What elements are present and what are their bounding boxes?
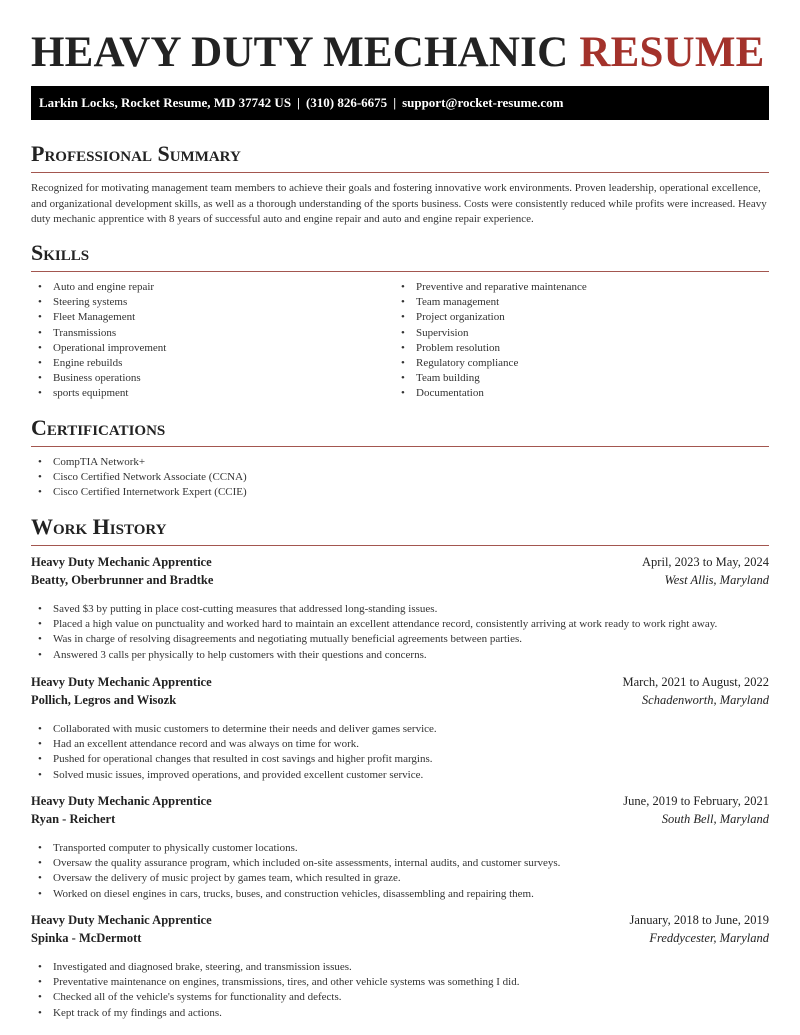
- skill-item: • Documentation: [394, 386, 587, 401]
- skill-item: • Preventive and reparative maintenance: [394, 280, 587, 295]
- job-title: Heavy Duty Mechanic Apprentice: [31, 913, 212, 927]
- job-bullet: • Preventative maintenance on engines, transmissions, tires, and other vehicle systems was something I did.: [31, 975, 769, 990]
- job-entry: [31, 555, 769, 663]
- job-bullet: • Had an excellent attendance record and was always on time for work.: [31, 737, 769, 752]
- job-location: Freddycester, Maryland: [649, 931, 769, 945]
- skill-item: • Problem resolution: [394, 341, 587, 356]
- title-main: HEAVY DUTY MECHANIC: [31, 29, 569, 76]
- skill-item: • Team management: [394, 295, 587, 310]
- contact-email: support@rocket-resume.com: [402, 95, 564, 110]
- certification-item: • Cisco Certified Network Associate (CCNA): [31, 470, 247, 485]
- job-company: Ryan - Reichert: [31, 812, 116, 826]
- job-bullets: [31, 960, 769, 1021]
- skill-item: • Operational improvement: [31, 341, 166, 356]
- job-bullet: • Checked all of the vehicle's systems for functionality and defects.: [31, 990, 769, 1005]
- job-bullet: • Investigated and diagnosed brake, steering, and transmission issues.: [31, 960, 769, 975]
- job-bullet: • Collaborated with music customers to determine their needs and deliver games service.: [31, 722, 769, 737]
- work-history-heading: Work History: [31, 515, 769, 546]
- job-bullets: [31, 841, 769, 902]
- job-bullets: [31, 722, 769, 783]
- job-bullet: • Oversaw the delivery of music project by games team, which resulted in graze.: [31, 871, 769, 886]
- job-bullet: • Oversaw the quality assurance program, which included on-site assessments, internal audits, and customer surveys.: [31, 856, 769, 871]
- job-location: West Allis, Maryland: [664, 573, 769, 587]
- job-location: Schadenworth, Maryland: [641, 693, 769, 707]
- job-dates: March, 2021 to August, 2022: [622, 675, 769, 689]
- skills-list-left: [31, 280, 166, 402]
- skill-item: • Fleet Management: [31, 310, 166, 325]
- skill-item: • sports equipment: [31, 386, 166, 401]
- contact-bar: [31, 86, 769, 120]
- skill-item: • Project organization: [394, 310, 587, 325]
- skill-item: • Steering systems: [31, 295, 166, 310]
- summary-text: Recognized for motivating management team members to achieve their goals and fostering innovative work environments. Proven leadership, operational excellence, and organizational development skills, as well as a thorough understanding of the sports business. Costs were consistently reduced while profits were increased. Heavy duty mechanic apprentice with 8 years of successful auto and engine repair and auto and engine repair experience.: [31, 182, 767, 225]
- job-bullet: • Worked on diesel engines in cars, trucks, buses, and construction vehicles, disassembling and repairing them.: [31, 887, 769, 902]
- job-bullet: • Answered 3 calls per physically to help customers with their questions and concerns.: [31, 648, 769, 663]
- skill-item: • Engine rebuilds: [31, 356, 166, 371]
- skills-heading: Skills: [31, 241, 769, 272]
- job-dates: June, 2019 to February, 2021: [623, 794, 769, 808]
- job-entry: [31, 913, 769, 1021]
- contact-separator: |: [393, 95, 397, 110]
- job-entry: [31, 794, 769, 902]
- job-title: Heavy Duty Mechanic Apprentice: [31, 555, 212, 569]
- job-location: South Bell, Maryland: [661, 812, 769, 826]
- skills-list-right: [394, 280, 587, 402]
- certification-item: • CompTIA Network+: [31, 455, 247, 470]
- job-bullet: • Saved $3 by putting in place cost-cutting measures that addressed long-standing issues.: [31, 602, 769, 617]
- job-company: Beatty, Oberbrunner and Bradtke: [31, 573, 214, 587]
- skill-item: • Regulatory compliance: [394, 356, 587, 371]
- skill-item: • Business operations: [31, 371, 166, 386]
- job-company: Pollich, Legros and Wisozk: [31, 693, 177, 707]
- contact-phone: (310) 826-6675: [305, 95, 388, 110]
- job-dates: January, 2018 to June, 2019: [629, 913, 769, 927]
- job-company: Spinka - McDermott: [31, 931, 142, 945]
- skill-item: • Auto and engine repair: [31, 280, 166, 295]
- contact-separator: |: [297, 95, 300, 110]
- certifications-heading: Certifications: [31, 416, 769, 447]
- resume-title: [31, 28, 764, 77]
- summary-heading: Professional Summary: [31, 142, 769, 173]
- job-bullet: • Solved music issues, improved operations, and provided excellent customer service.: [31, 768, 769, 783]
- job-bullet: • Placed a high value on punctuality and worked hard to maintain an excellent attendance record, consistently arriving at work ready to work right away.: [31, 617, 769, 632]
- job-title: Heavy Duty Mechanic Apprentice: [31, 675, 212, 689]
- job-entry: [31, 675, 769, 783]
- job-bullet: • Pushed for operational changes that resulted in cost savings and higher profit margins.: [31, 752, 769, 767]
- skill-item: • Transmissions: [31, 326, 166, 341]
- job-dates: April, 2023 to May, 2024: [642, 555, 769, 569]
- job-bullet: • Transported computer to physically customer locations.: [31, 841, 769, 856]
- certifications-list: [31, 455, 247, 501]
- skill-item: • Team building: [394, 371, 587, 386]
- skill-item: • Supervision: [394, 326, 587, 341]
- contact-address: Larkin Locks, Rocket Resume, MD 37742 US: [39, 95, 292, 110]
- job-bullet: • Kept track of my findings and actions.: [31, 1006, 769, 1021]
- job-title: Heavy Duty Mechanic Apprentice: [31, 794, 212, 808]
- certification-item: • Cisco Certified Internetwork Expert (CCIE): [31, 485, 247, 500]
- title-accent: RESUME: [579, 29, 765, 76]
- job-bullets: [31, 602, 769, 663]
- job-bullet: • Was in charge of resolving disagreements and negotiating mutually beneficial agreements between parties.: [31, 632, 769, 647]
